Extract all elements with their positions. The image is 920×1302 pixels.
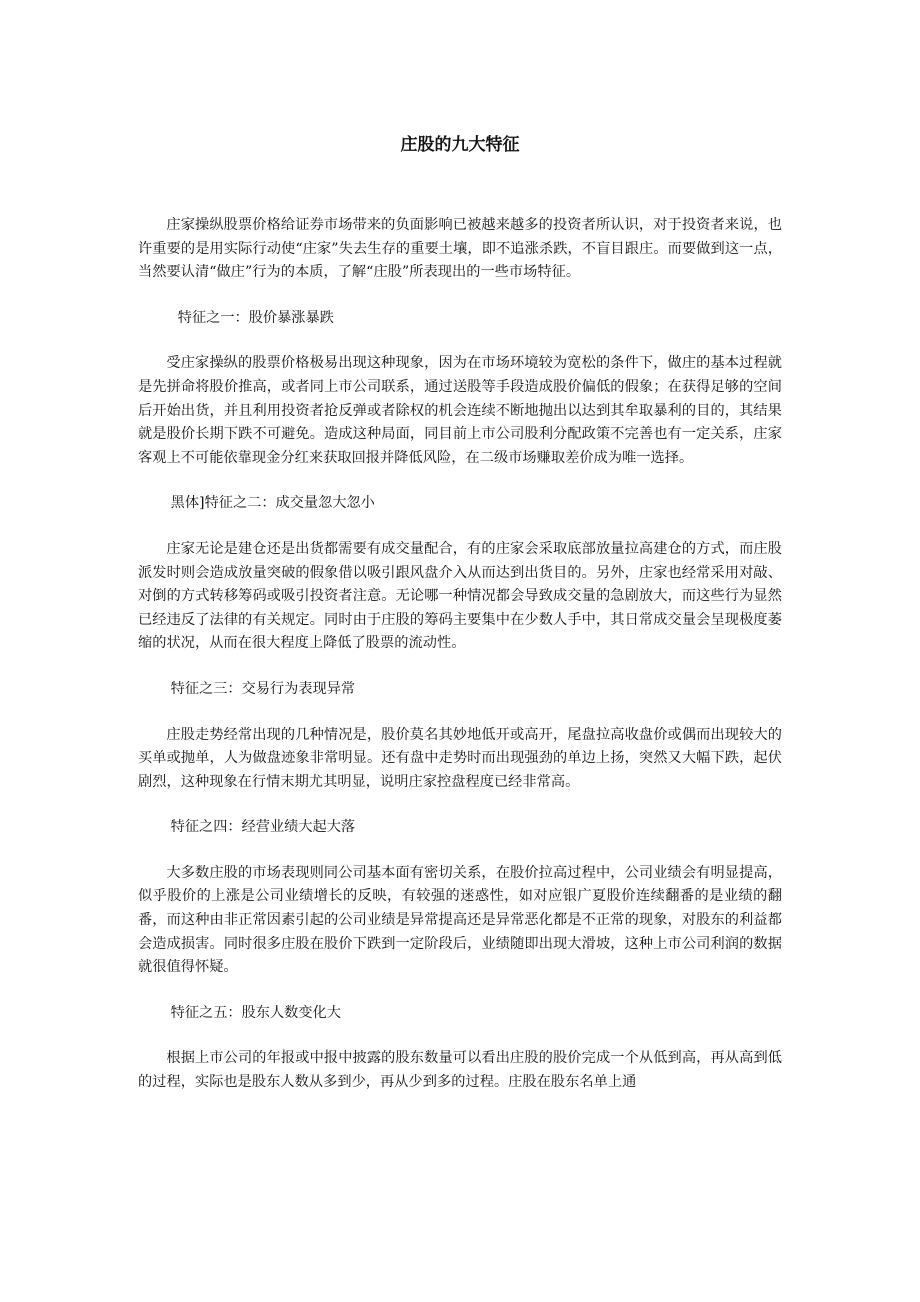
intro-paragraph: 庄家操纵股票价格给证券市场带来的负面影响已被越来越多的投资者所认识，对于投资者来说，也许重要的是用实际行动使“庄家”失去生存的重要土壤，即不追涨杀跌，不盲目跟庄。而要做到这一点，当然要认清“做庄”行为的本质，了解“庄股”所表现出的一些市场特征。 bbox=[138, 217, 782, 281]
document-title: 庄股的九大特征 bbox=[400, 135, 520, 155]
section-body-3: 庄股走势经常出现的几种情况是，股价莫名其妙地低开或高开，尾盘拉高收盘价或偶而出现较大的买单或抛单，人为做盘迹象非常明显。还有盘中走势时而出现强劲的单边上扬，突然又大幅下跌，起伏剧烈，这种现象在行情末期尤其明显，说明庄家控盘程度已经非常高。 bbox=[138, 726, 782, 790]
section-body-5: 根据上市公司的年报或中报中披露的股东数量可以看出庄股的股价完成一个从低到高，再从高到低的过程，实际也是股东人数从多到少，再从少到多的过程。庄股在股东名单上通 bbox=[138, 1050, 782, 1091]
section-heading-2: 黑体]特征之二：成交量忽大忽小 bbox=[170, 495, 375, 512]
section-body-1: 受庄家操纵的股票价格极易出现这种现象，因为在市场环境较为宽松的条件下，做庄的基本过程就是先拼命将股价推高，或者同上市公司联系，通过送股等手段造成股价偏低的假象；在获得足够的空间后开始出货，并且利用投资者抢反弹或者除权的机会连续不断地抛出以达到其牟取暴利的目的，其结果就是股价长期下跌不可避免。造成这种局面，同目前上市公司股利分配政策不完善也有一定关系，庄家客观上不可能依靠现金分红来获取回报并降低风险，在二级市场赚取差价成为唯一选择。 bbox=[138, 355, 782, 466]
section-heading-3: 特征之三：交易行为表现异常 bbox=[170, 680, 356, 697]
section-heading-5: 特征之五：股东人数变化大 bbox=[170, 1004, 341, 1021]
section-body-2: 庄家无论是建仓还是出货都需要有成交量配合，有的庄家会采取底部放量拉高建仓的方式，而庄股派发时则会造成放量突破的假象借以吸引跟风盘介入从而达到出货目的。另外，庄家也经常采用对敲、对倒的方式转移筹码或吸引投资者注意。无论哪一种情况都会导致成交量的急剧放大，而这些行为显然已经违反了法律的有关规定。同时由于庄股的筹码主要集中在少数人手中，其日常成交量会呈现极度萎缩的状况，从而在很大程度上降低了股票的流动性。 bbox=[138, 540, 782, 652]
section-heading-4: 特征之四：经营业绩大起大落 bbox=[170, 819, 356, 836]
document-body bbox=[138, 214, 782, 1117]
section-body-4: 大多数庄股的市场表现则同公司基本面有密切关系，在股价拉高过程中，公司业绩会有明显提高，似乎股价的上涨是公司业绩增长的反映，有较强的迷惑性，如对应银广夏股价连续翻番的是业绩的翻番，而这种由非正常因素引起的公司业绩是异常提高还是异常恶化都是不正常的现象，对股东的利益都会造成损害。同时很多庄股在股价下跌到一定阶段后，业绩随即出现大滑坡，这种上市公司利润的数据就很值得怀疑。 bbox=[138, 864, 782, 976]
document-page bbox=[138, 0, 782, 1302]
section-heading-1: 特征之一：股价暴涨暴跌 bbox=[177, 309, 334, 326]
